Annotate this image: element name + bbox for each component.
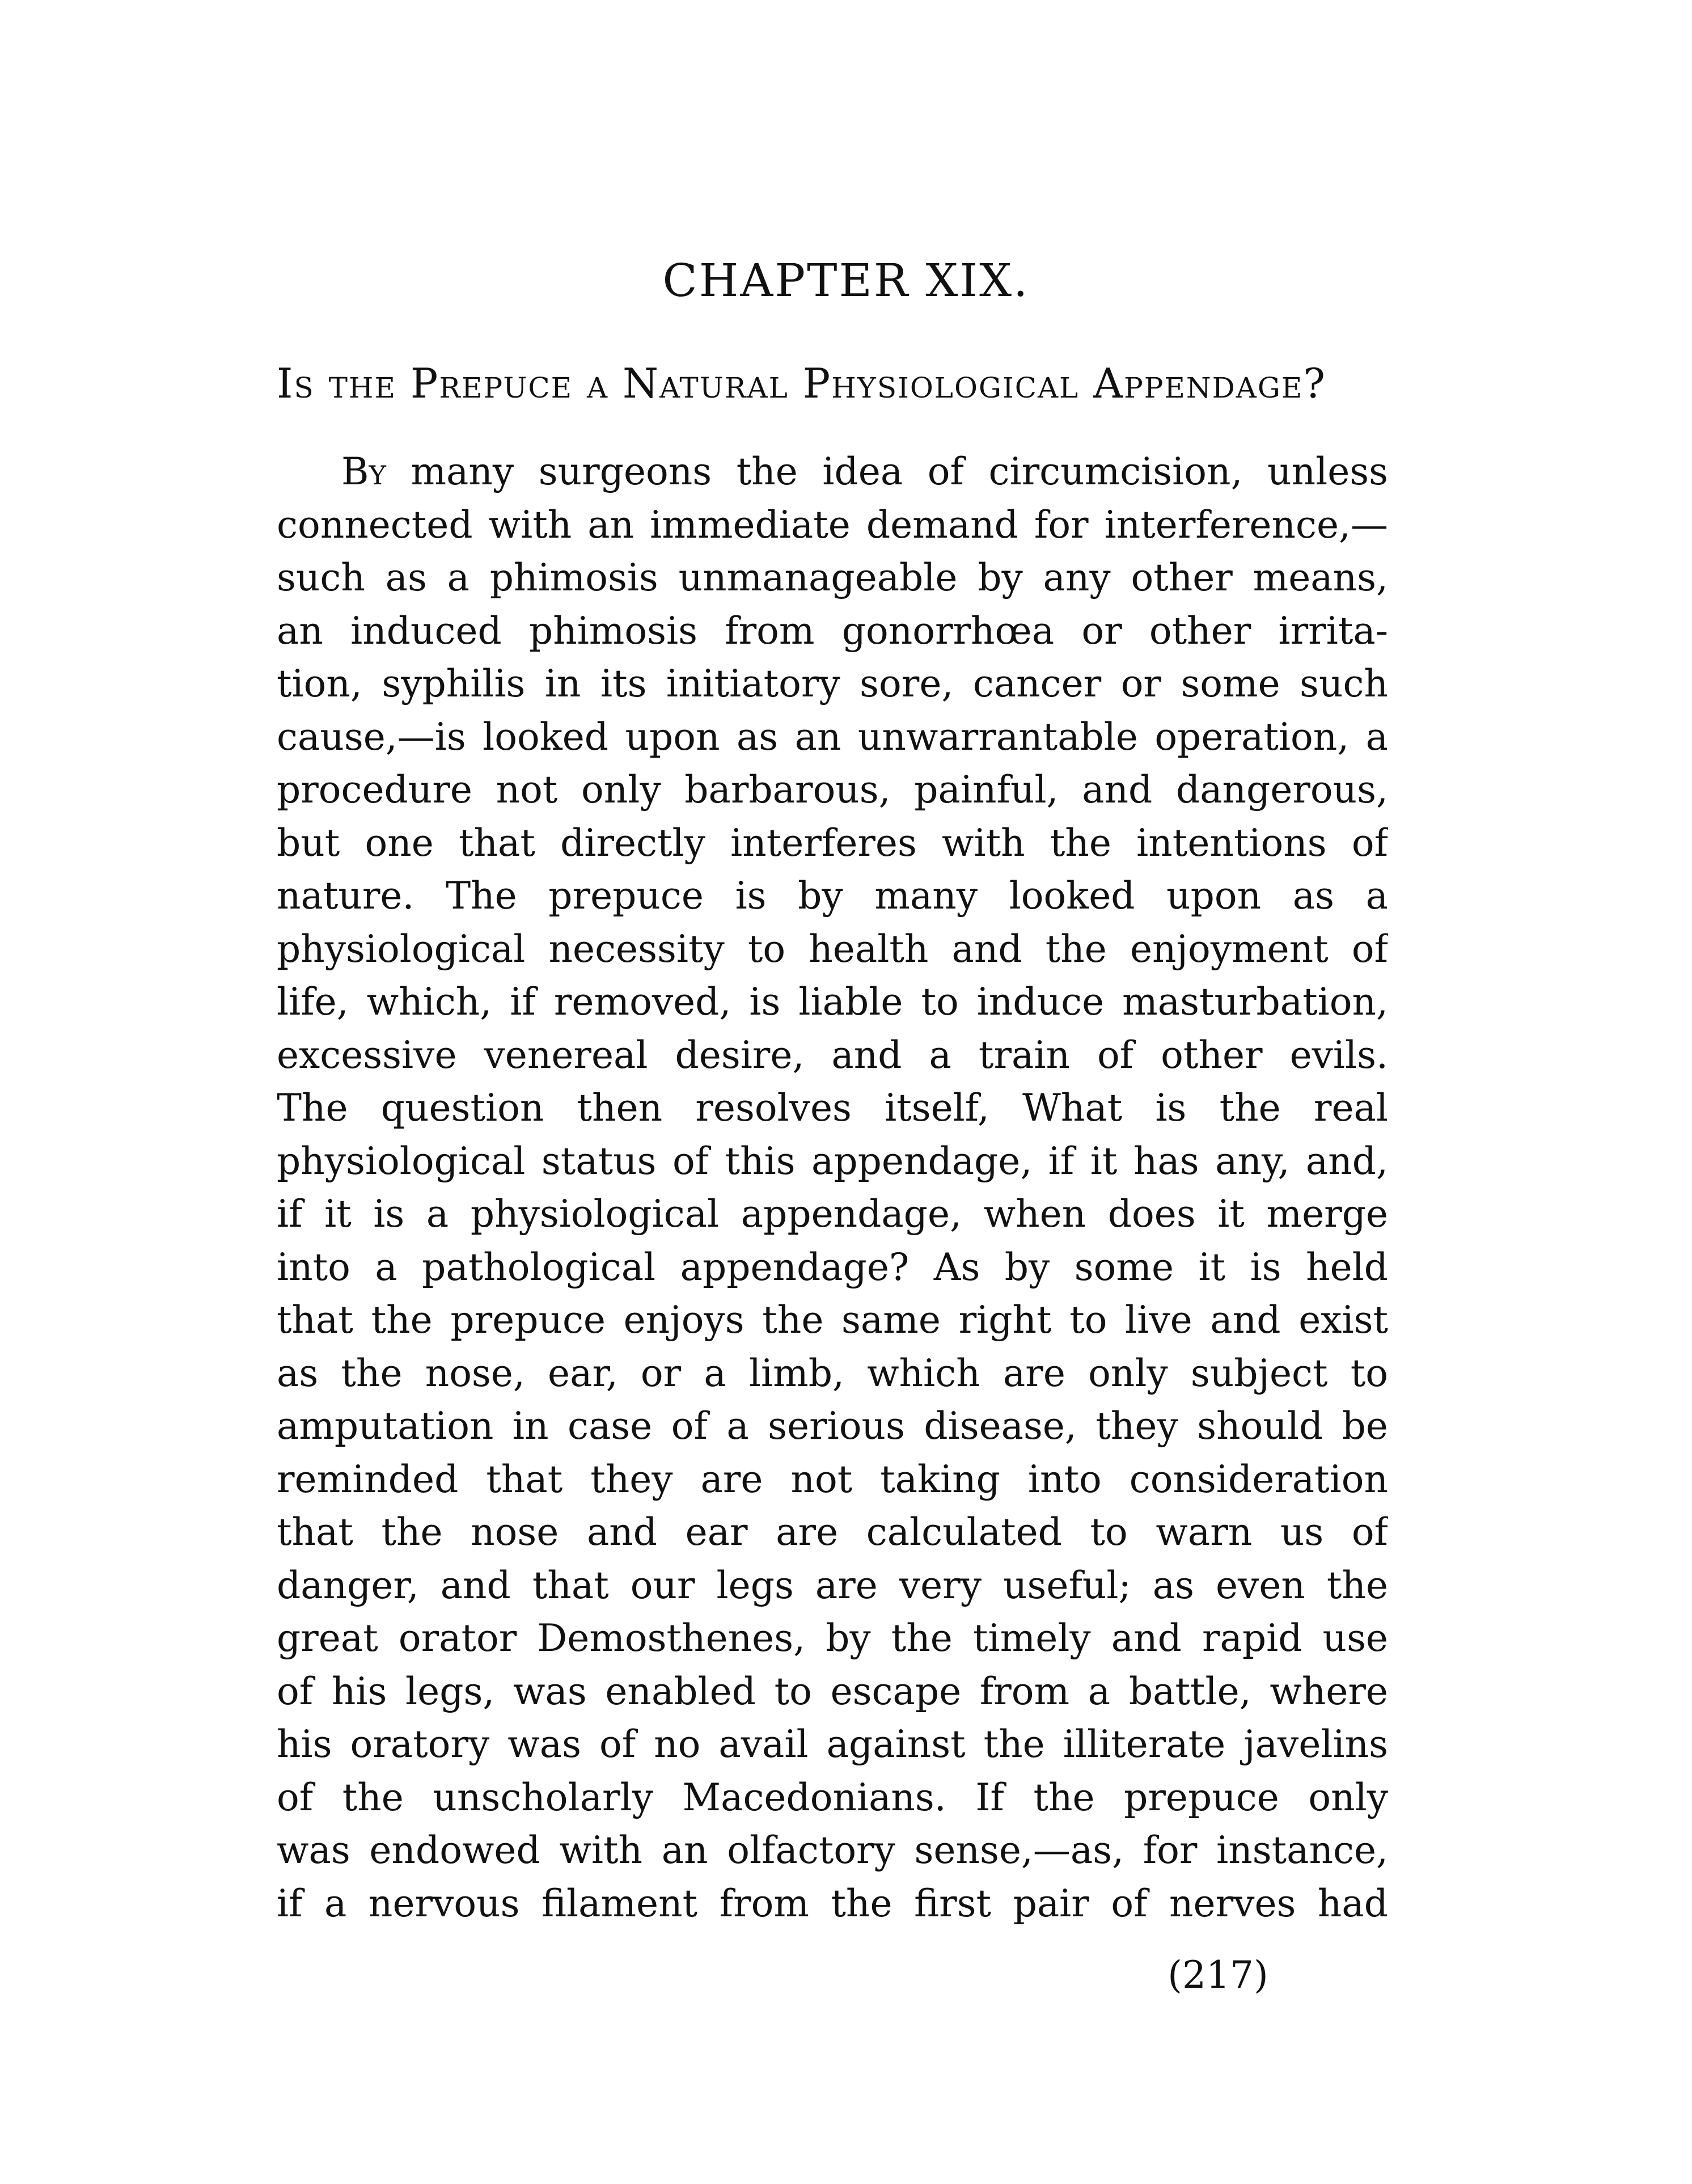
text-line: reminded that they are not taking into consideration — [277, 1457, 1388, 1501]
text-line-rest: many surgeons the idea of circumcision, unless — [386, 450, 1388, 493]
text-line: excessive venereal desire, and a train of other evils. — [277, 1033, 1388, 1077]
text-line: if it is a physiological appendage, when does it merge — [277, 1192, 1388, 1236]
chapter-title: Is the Prepuce a Natural Physiological Appendage? — [277, 360, 1326, 407]
text-line — [277, 445, 1388, 499]
text-line: his oratory was of no avail against the illiterate javelins — [277, 1722, 1388, 1766]
text-line: but one that directly interferes with the intentions of — [277, 821, 1388, 865]
text-line: of the unscholarly Macedonians. If the prepuce only — [277, 1775, 1388, 1819]
text-line: life, which, if removed, is liable to induce masturbation, — [277, 980, 1388, 1024]
text-line: cause,—is looked upon as an unwarrantable operation, a — [277, 715, 1388, 759]
text-line: into a pathological appendage? As by some it is held — [277, 1245, 1388, 1289]
text-line: nature. The prepuce is by many looked upon as a — [277, 874, 1388, 918]
text-line: an induced phimosis from gonorrhœa or other irrita- — [277, 609, 1388, 653]
text-line: physiological status of this appendage, if it has any, and, — [277, 1139, 1388, 1183]
lead-word: By — [341, 450, 386, 493]
text-line: was endowed with an olfactory sense,—as, for instance, — [277, 1828, 1388, 1872]
text-line: that the prepuce enjoys the same right to live and exist — [277, 1298, 1388, 1342]
chapter-heading: CHAPTER XIX. — [662, 254, 1030, 307]
text-line: great orator Demosthenes, by the timely and rapid use — [277, 1616, 1388, 1660]
text-line: as the nose, ear, or a limb, which are only subject to — [277, 1351, 1388, 1395]
text-line: physiological necessity to health and the enjoyment of — [277, 927, 1388, 971]
text-line: of his legs, was enabled to escape from a battle, where — [277, 1669, 1388, 1713]
body-paragraph — [277, 445, 1388, 1930]
text-line: danger, and that our legs are very useful; as even the — [277, 1563, 1388, 1607]
text-line: tion, syphilis in its initiatory sore, cancer or some such — [277, 662, 1388, 706]
text-line: connected with an immediate demand for interference,— — [277, 502, 1388, 547]
text-line: such as a phimosis unmanageable by any other means, — [277, 556, 1388, 599]
text-line: amputation in case of a serious disease, they should be — [277, 1404, 1388, 1448]
text-line: that the nose and ear are calculated to warn us of — [277, 1510, 1388, 1554]
page-number: (217) — [1168, 1953, 1268, 1997]
text-line: procedure not only barbarous, painful, and dangerous, — [277, 768, 1388, 812]
text-line: if a nervous filament from the first pair of nerves had — [277, 1881, 1388, 1925]
text-line: The question then resolves itself, What is the real — [277, 1086, 1388, 1130]
